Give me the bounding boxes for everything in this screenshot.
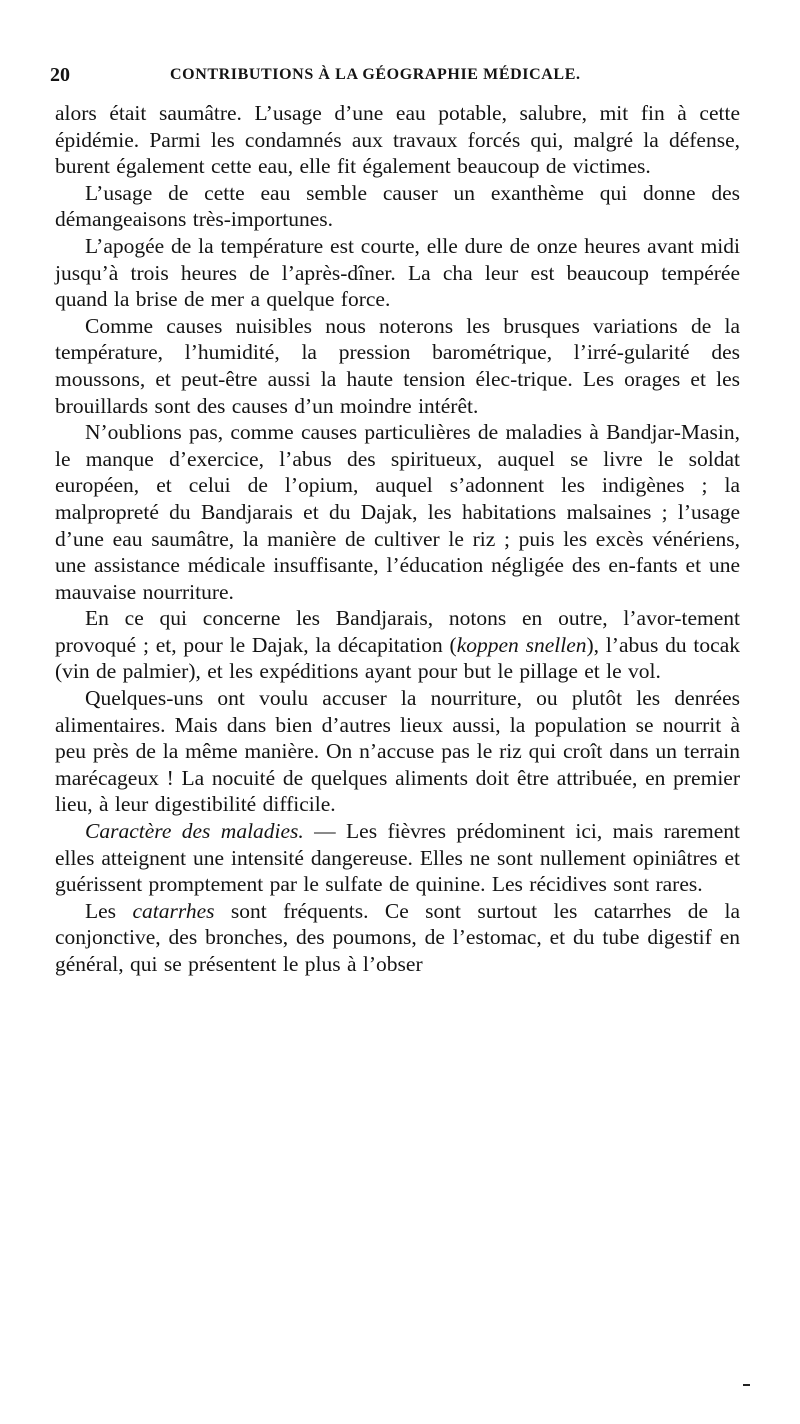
- paragraph: [55, 180, 740, 233]
- paragraph: [55, 313, 740, 419]
- text-segment: Comme causes nuisibles nous noterons les brusques variations de la température, l’humidité, la pression barométrique, l’irré-gularité des moussons, et peut-être aussi la haute tension élec-trique. Les orages et les brouillards sont des causes d’un moindre intérêt.: [55, 313, 740, 418]
- paragraph: [55, 233, 740, 313]
- italic-text: Caractère des maladies.: [85, 819, 304, 844]
- text-segment: ), l’abus du tocak (vin de palmier), et les expéditions ayant pour but le pillage et le vol.: [55, 632, 740, 684]
- page-number: 20: [50, 64, 70, 86]
- paragraph: [55, 898, 740, 978]
- italic-text: koppen snellen: [456, 632, 587, 657]
- text-segment: Quelques-uns ont voulu accuser la nourriture, ou plutôt les denrées alimentaires. Mais dans bien d’autres lieux aussi, la population se nourrit à peu près de la même manière. On n’accuse pas le riz qui croît dans un terrain marécageux ! La nocuité de quelques aliments doit être attribuée, en premier lieu, à leur digestibilité difficile.: [55, 686, 740, 817]
- paragraph: [55, 605, 740, 685]
- margin-mark: [743, 1384, 750, 1386]
- text-segment: Les: [85, 898, 133, 923]
- text-segment: N’oublions pas, comme causes particulières de maladies à Bandjar-Masin, le manque d’exercice, l’abus des spiritueux, auquel se livre le soldat européen, et celui de l’opium, auquel s’adonnent les indigènes ; la malpropreté du Bandjarais et du Dajak, les habitations malsaines ; l’usage d’une eau saumâtre, la manière de cultiver le riz ; puis les excès vénériens, une assistance médicale insuffisante, l’éducation négligée des en-fants et une mauvaise nourriture.: [55, 420, 740, 604]
- paragraph: [55, 100, 740, 180]
- paragraph: [55, 685, 740, 818]
- text-segment: alors était saumâtre. L’usage d’une eau potable, salubre, mit fin à cette épidémie. Parmi les condamnés aux travaux forcés qui, malgré la défense, burent également cette eau, elle fit également beaucoup de victimes.: [55, 101, 740, 179]
- running-head: [50, 64, 740, 90]
- text-segment: En ce qui concerne les Bandjarais, notons en outre, l’avor-tement provoqué ; et, pour le Dajak, la décapitation (: [55, 606, 740, 657]
- paragraph: [55, 818, 740, 898]
- text-segment: L’usage de cette eau semble causer un exanthème qui donne des démangeaisons très-importunes.: [55, 180, 740, 232]
- text-segment: — Les fièvres prédominent ici, mais rarement elles atteignent une intensité dangereuse. Elles ne sont nullement opiniâtres et guérissent promptement par le sulfate de quinine. Les récidives sont rares.: [55, 819, 740, 897]
- running-title: CONTRIBUTIONS À LA GÉOGRAPHIE MÉDICALE.: [170, 66, 581, 83]
- paragraph: [55, 419, 740, 605]
- text-segment: sont fréquents. Ce sont surtout les catarrhes de la conjonctive, des bronches, des poumons, de l’estomac, et du tube digestif en général, qui se présentent le plus à l’obser: [55, 898, 740, 976]
- body-text: [55, 100, 740, 978]
- italic-text: catarrhes: [132, 898, 215, 923]
- text-segment: L’apogée de la température est courte, elle dure de onze heures avant midi jusqu’à trois heures de l’après-dîner. La cha leur est beaucoup tempérée quand la brise de mer a quelque force.: [55, 233, 740, 312]
